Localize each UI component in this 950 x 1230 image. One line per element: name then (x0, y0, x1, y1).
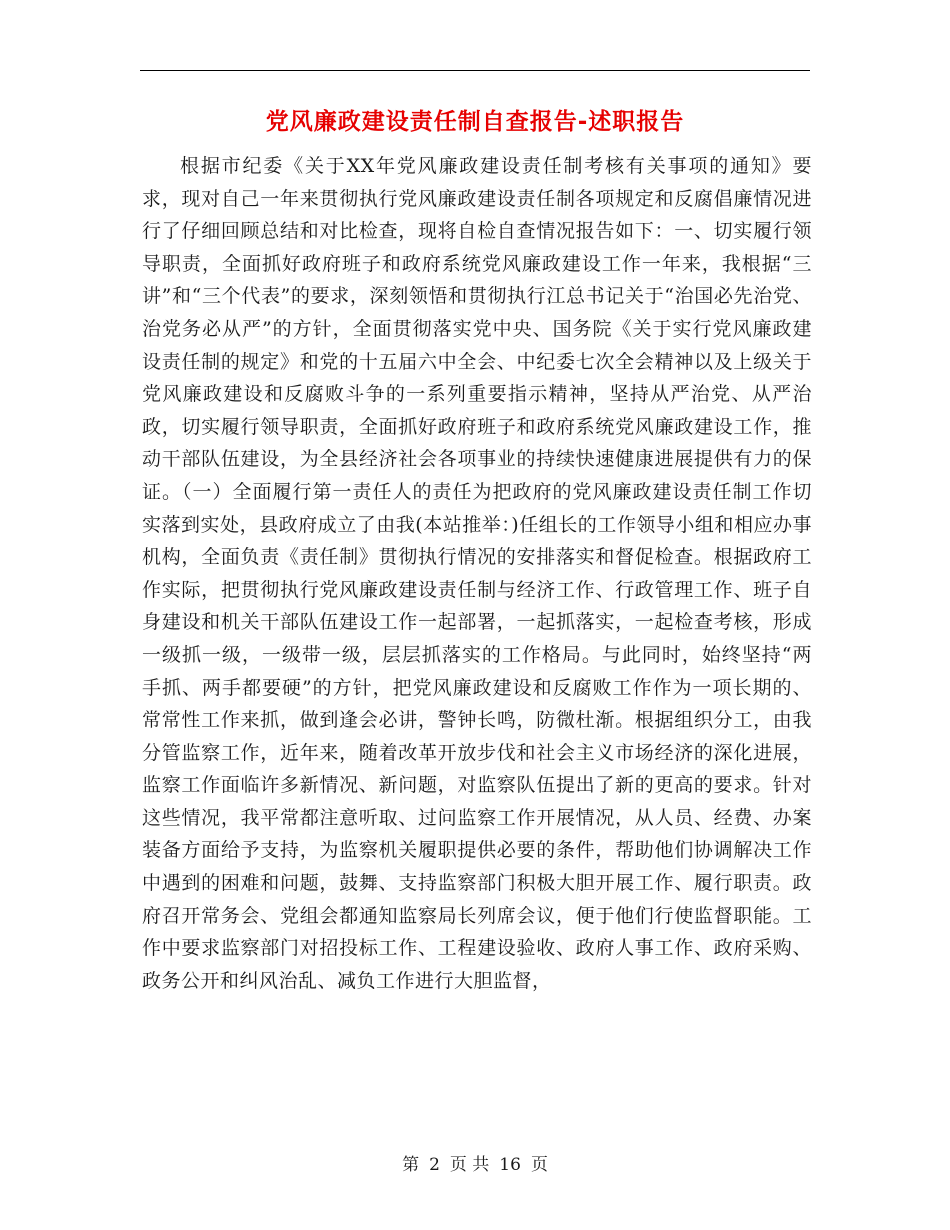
document-title: 党风廉政建设责任制自查报告-述职报告 (265, 109, 685, 135)
current-page-number: 2 (429, 1155, 440, 1175)
header-rule (140, 70, 810, 71)
document-body: 根据市纪委《关于XX年党风廉政建设责任制考核有关事项的通知》要求，现对自己一年来贯彻执行党风廉政建设责任制各项规定和反腐倡廉情况进行了仔细回顾总结和对比检查，现将自检自查情况报告如下：一、切实履行领导职责，全面抓好政府班子和政府系统党风廉政建设工作一年来，我根据“三讲”和“三个代表”的要求，深刻领悟和贯彻执行江总书记关于“治国必先治党、治党务必从严”的方针，全面贯彻落实党中央、国务院《关于实行党风廉政建设责任制的规定》和党的十五届六中全会、中纪委七次全会精神以及上级关于党风廉政建设和反腐败斗争的一系列重要指示精神，坚持从严治党、从严治政，切实履行领导职责，全面抓好政府班子和政府系统党风廉政建设工作，推动干部队伍建设，为全县经济社会各项事业的持续快速健康进展提供有力的保证。（一）全面履行第一责任人的责任为把政府的党风廉政建设责任制工作切实落到实处，县政府成立了由我(本站推举：)任组长的工作领导小组和相应办事机构，全面负责《责任制》贯彻执行情况的安排落实和督促检查。根据政府工作实际，把贯彻执行党风廉政建设责任制与经济工作、行政管理工作、班子自身建设和机关干部队伍建设工作一起部署，一起抓落实，一起检查考核，形成一级抓一级，一级带一级，层层抓落实的工作格局。与此同时，始终坚持“两手抓、两手都要硬”的方针，把党风廉政建设和反腐败工作作为一项长期的、常常性工作来抓，做到逢会必讲，警钟长鸣，防微杜渐。根据组织分工，由我分管监察工作，近年来，随着改革开放步伐和社会主义市场经济的深化进展，监察工作面临许多新情况、新问题，对监察队伍提出了新的更高的要求。针对这些情况，我平常都注意听取、过问监察工作开展情况，从人员、经费、办案装备方面给予支持，为监察机关履职提供必要的条件，帮助他们协调解决工作中遇到的困难和问题，鼓舞、支持监察部门积极大胆开展工作、履行职责。政府召开常务会、党组会都通知监察局长列席会议，便于他们行使监督职能。工作中要求监察部门对招投标工作、工程建设验收、政府人事工作、政府采购、政务公开和纠风治乱、减负工作进行大胆监督， (142, 155, 812, 992)
footer-prefix: 第 (402, 1155, 420, 1175)
footer-middle: 页 共 (449, 1155, 490, 1175)
total-page-count: 16 (499, 1155, 521, 1175)
footer-suffix: 页 (530, 1155, 548, 1175)
page-footer (0, 1154, 950, 1176)
